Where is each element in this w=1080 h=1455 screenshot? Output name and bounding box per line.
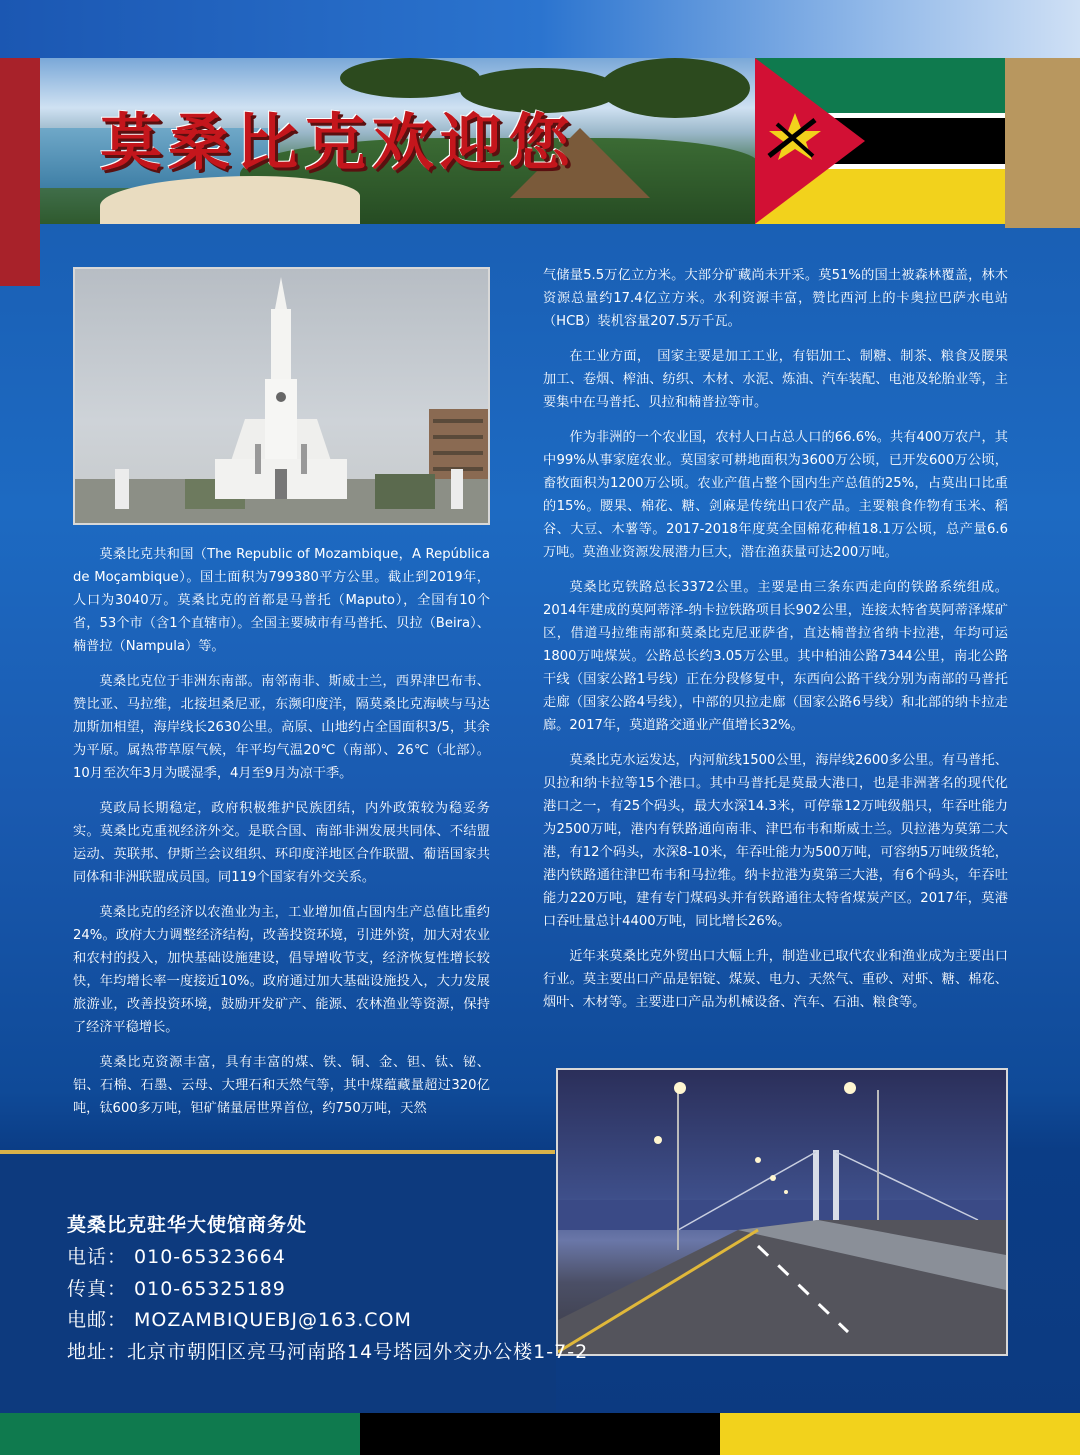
gold-accent-bar — [1005, 58, 1080, 228]
palm-tree — [340, 58, 480, 98]
footer-black-stripe — [360, 1413, 720, 1455]
paragraph-agriculture: 作为非洲的一个农业国，农村人口占总人口的66.6%。共有400万农户，其中99%从事家庭农业。莫国家可耕地面积为3600万公顷，已开发600万公顷，畜牧面积为1200万公顷。农业产值占整个国内生产总值的25%，占莫出口比重的15%。腰果、棉花、糖、剑麻是传统出口农产品。主要粮食作物有玉米、稻谷、大豆、木薯等。2017-2018年度莫全国棉花种植18.1万公顷，总产量6.6万吨。莫渔业资源发展潜力巨大，潜在渔获量可达200万吨。 — [543, 430, 1008, 560]
right-text-column — [543, 264, 1008, 1026]
paragraph-politics: 莫政局长期稳定，政府积极维护民族团结，内外政策较为稳妥务实。莫桑比克重视经济外交。是联合国、南部非洲发展共同体、不结盟运动、英联邦、伊斯兰会议组织、环印度洋地区合作联盟、葡语国家共同体和非洲联盟成员国。同119个国家有外交关系。 — [73, 801, 490, 885]
bridge-tower-right — [833, 1150, 839, 1230]
contact-phone: 电话： 010-65323664 — [67, 1246, 286, 1268]
streetlight-lamp — [844, 1082, 856, 1094]
paragraph-ports: 莫桑比克水运发达，内河航线1500公里，海岸线2600多公里。有马普托、贝拉和纳卡拉等15个港口。其中马普托是莫最大港口，也是非洲著名的现代化港口之一，有25个码头，最大水深14.3米，可停靠12万吨级船只，年吞吐能力为2500万吨，港内有铁路通向南非、津巴布韦和斯威士兰。贝拉港为莫第二大港，有12个码头，水深8-10米，年吞吐能力为500万吨，可容纳5万吨级货轮，港内铁路通往津巴布韦和马拉维。纳卡拉港为莫第三大港，有6个码头，年吞吐能力220万吨，建有专门煤码头并有铁路通往太特省煤炭产区。2017年，莫港口吞吐量总计4400万吨，同比增长26%。 — [543, 753, 1008, 929]
monument-left — [115, 469, 129, 509]
road — [558, 1220, 1006, 1354]
streetlight-lamp — [674, 1082, 686, 1094]
footer-green-stripe — [0, 1413, 360, 1455]
red-accent-bar — [0, 58, 40, 286]
paragraph-industry: 在工业方面， 国家主要是加工工业，有铝加工、制糖、制茶、粮食及腰果加工、卷烟、榨油、纺织、木材、水泥、炼油、汽车装配、电池及轮胎业等，主要集中在马普托、贝拉和楠普拉等市。 — [543, 349, 1008, 410]
cathedral-spire — [275, 277, 287, 309]
paragraph-resources-continued: 气储量5.5万亿立方米。大部分矿藏尚未开采。莫51%的国土被森林覆盖，林木资源总量约17.4亿立方米。水利资源丰富，赞比西河上的卡奥拉巴萨水电站（HCB）装机容量207.5万千瓦。 — [543, 268, 1008, 329]
contact-title: 莫桑比克驻华大使馆商务处 — [67, 1214, 308, 1236]
left-text-column — [73, 543, 490, 1132]
paragraph-country-overview: 莫桑比克共和国（The Republic of Mozambique，A República de Moçambique）。国土面积为799380平方公里。截止到2019年，人口为3040万。莫桑比克的首都是马普托（Maputo），全国有10个省，53个市（含1个直辖市）。全国主要城市有马普托、贝拉（Beira）、楠普拉（Nampula）等。 — [73, 547, 490, 654]
paragraph-railways: 莫桑比克铁路总长3372公里。主要是由三条东西走向的铁路系统组成。2014年建成的莫阿蒂泽-纳卡拉铁路项目长902公里，连接太特省莫阿蒂泽煤矿区，借道马拉维南部和莫桑比克尼亚萨省，直达楠普拉省纳卡拉港，年均可运1800万吨煤炭。公路总长约3.05万公里。其中柏油公路7344公里，南北公路干线（国家公路1号线）正在分段修复中，东西向公路干线分别为南部的马普托走廊（国家公路4号线），中部的贝拉走廊（国家公路6号线）和北部的纳卡拉走廊。2017年，莫道路交通业产值增长32%。 — [543, 580, 1008, 733]
contact-block — [67, 1208, 588, 1368]
footer-yellow-stripe — [720, 1413, 1080, 1455]
clock-icon — [276, 392, 286, 402]
bridge-tower-left — [813, 1150, 819, 1230]
flag-graphic — [755, 58, 1005, 224]
paragraph-geography: 莫桑比克位于非洲东南部。南邻南非、斯威士兰，西界津巴布韦、赞比亚、马拉维，北接坦桑尼亚，东濒印度洋，隔莫桑比克海峡与马达加斯加相望，海岸线长2630公里。高原、山地约占全国面积3/5，其余为平原。属热带草原气候，年平均气温20℃（南部）、26℃（北部）。10月至次年3月为暖湿季，4月至9月为凉干季。 — [73, 674, 490, 781]
cathedral-illustration — [75, 269, 488, 523]
monument-right — [451, 469, 463, 509]
contact-fax: 传真： 010-65325189 — [67, 1277, 286, 1300]
palm-tree — [600, 58, 750, 118]
contact-email: 电邮： MOZAMBIQUEBJ@163.COM — [67, 1309, 412, 1331]
contact-address: 地址：北京市朝阳区亮马河南路14号塔园外交办公楼1-7-2 — [67, 1340, 589, 1363]
sky-background — [0, 0, 1080, 60]
paragraph-resources: 莫桑比克资源丰富，具有丰富的煤、铁、铜、金、钽、钛、铋、铝、石棉、石墨、云母、大理石和天然气等，其中煤蕴藏量超过320亿吨，钛600多万吨，钽矿储量居世界首位，约750万吨，天然 — [73, 1055, 490, 1116]
mozambique-flag — [755, 58, 1005, 224]
paragraph-economy: 莫桑比克的经济以农渔业为主，工业增加值占国内生产总值比重约24%。政府大力调整经济结构，改善投资环境，引进外资，加大对农业和农村的投入，加快基础设施建设，倡导增收节支，经济恢复性增长较快，年均增长率一度接近10%。政府通过加大基础设施投入，大力发展旅游业，改善投资环境，鼓励开发矿产、能源、农林渔业等资源，保持了经济平稳增长。 — [73, 905, 490, 1035]
cathedral-photo — [73, 267, 490, 525]
page-title: 莫桑比克欢迎您 — [100, 106, 577, 179]
paragraph-trade: 近年来莫桑比克外贸出口大幅上升，制造业已取代农业和渔业成为主要出口行业。莫主要出口产品是铝锭、煤炭、电力、天然气、重砂、对虾、糖、棉花、烟叶、木材等。主要进口产品为机械设备、汽车、石油、粮食等。 — [543, 949, 1008, 1010]
bridge-photo — [556, 1068, 1008, 1356]
bridge-illustration — [558, 1070, 1006, 1354]
